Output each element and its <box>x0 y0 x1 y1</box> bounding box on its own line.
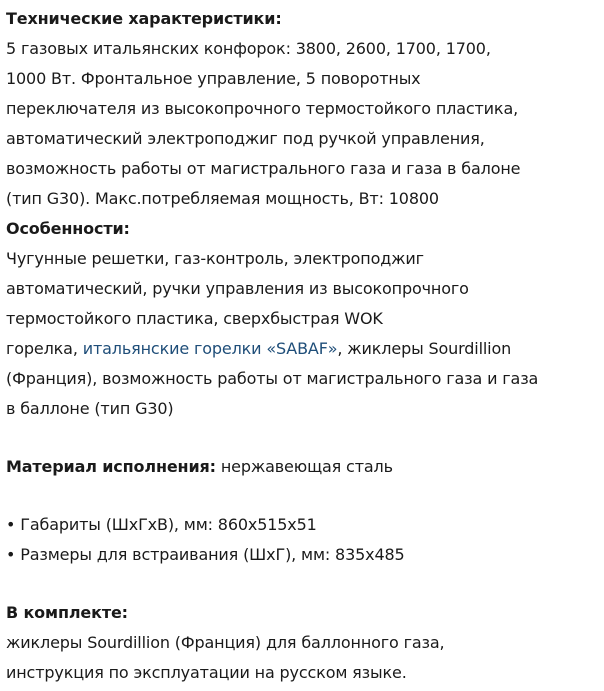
specs-line: автоматический электроподжиг под ручкой управления, <box>6 129 485 148</box>
specs-heading: Технические характеристики: <box>6 9 282 28</box>
features-line: автоматический, ручки управления из высокопрочного <box>6 279 469 298</box>
features-line: Чугунные решетки, газ-контроль, электроподжиг <box>6 249 424 268</box>
dimensions-item: • Габариты (ШхГхВ), мм: 860x515x51 <box>6 515 317 534</box>
package-line: инструкция по эксплуатации на русском языке. <box>6 663 407 682</box>
features-line: в баллоне (тип G30) <box>6 399 174 418</box>
specs-line: переключателя из высокопрочного термостойкого пластика, <box>6 99 519 118</box>
package-line: жиклеры Sourdillion (Франция) для баллонного газа, <box>6 633 445 652</box>
spacer <box>6 570 604 598</box>
material-label: Материал исполнения: <box>6 457 216 476</box>
features-link-prefix: горелка, <box>6 339 83 358</box>
package-heading: В комплекте: <box>6 603 128 622</box>
specs-line: (тип G30). Макс.потребляемая мощность, Вт: 10800 <box>6 189 439 208</box>
features-line: термостойкого пластика, сверхбыстрая WOK <box>6 309 383 328</box>
features-line: (Франция), возможность работы от магистрального газа и газа <box>6 369 539 388</box>
spacer <box>6 482 604 510</box>
features-link-suffix: , жиклеры Sourdillion <box>337 339 512 358</box>
specs-line: 5 газовых итальянских конфорок: 3800, 2600, 1700, 1700, <box>6 39 491 58</box>
material-value: нержавеющая сталь <box>215 457 393 476</box>
sabaf-burners-link[interactable]: итальянские горелки «SABAF» <box>82 339 338 358</box>
spacer <box>6 424 604 452</box>
specs-line: возможность работы от магистрального газа и газа в балоне <box>6 159 521 178</box>
features-heading: Особенности: <box>6 219 130 238</box>
specs-line: 1000 Вт. Фронтальное управление, 5 поворотных <box>6 69 421 88</box>
dimensions-item: • Размеры для встраивания (ШхГ), мм: 835x485 <box>6 545 405 564</box>
features-link-line <box>6 334 604 364</box>
material-line <box>6 452 604 482</box>
